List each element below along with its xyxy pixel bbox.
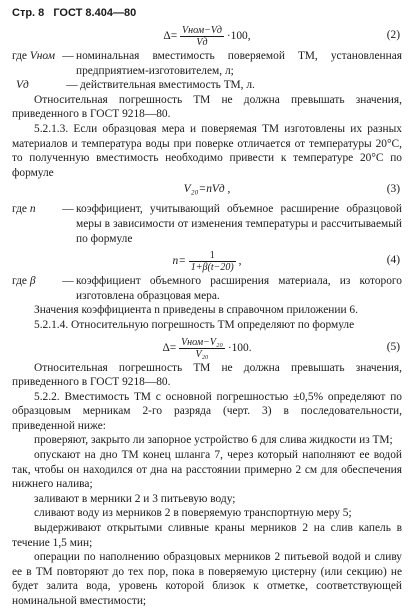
where-word: где: [12, 50, 27, 62]
formula-5-denominator: V₂₀: [195, 348, 209, 360]
procedure-step: операции по наполнению образцовых мерников 2 питьевой водой и сливу ее в ТМ повторяют до тех пор, пока в поверяемую цистерну (или секцию) не будет залита вода, уровень которой близок к отметке, соответствующей номинальной вместимости;: [12, 551, 402, 607]
definition-beta-text: коэффициент объемного расширения материала, из которого изготовлена образцовая мера.: [76, 275, 402, 302]
formula-4-numerator: 1: [189, 250, 236, 262]
page-header: [12, 6, 402, 21]
procedure-step: заливают в мерники 2 и 3 питьевую воду;: [34, 492, 236, 505]
formula-4-rhs: ,: [238, 255, 242, 268]
where-word: где: [12, 275, 27, 288]
formula-2-numerator: Vном−Vд: [182, 25, 222, 36]
formula-3-number: (3): [386, 183, 400, 196]
formula-2-number: (2): [386, 29, 400, 41]
procedure-step: опускают на дно ТМ конец шланга 7, через который наполняют ее водой так, чтобы он находился от дна на расстоянии примерно 2 см для обеспечения нижнего налива;: [12, 449, 402, 491]
formula-4-denominator: 1+β(t−20): [190, 262, 234, 274]
definition-n-text: коэффициент, учитывающий объемное расширение образцовой меры в зависимости от изменения температуры и рассчитываемый по формуле: [76, 203, 402, 245]
where-word: где: [12, 203, 27, 216]
paragraph-5-2-2: 5.2.2. Вместимость ТМ с основной погрешностью ±0,5% определяют по образцовым мерникам 2-го разряда (черт. 3) в последовательности, приведенной ниже:: [12, 390, 402, 432]
paragraph-5-2-1-3: 5.2.1.3. Если образцовая мера и поверяемая ТМ изготовлены их разных материалов и температура воды при поверке отличается от температуры 20°С, то полученную вместимость необходимо привести к температуре 20°С по формуле: [12, 122, 402, 179]
definition-n: где n — коэффициент, учитывающий объемное расширение образцовой меры в зависимости от изменения температуры и рассчитываемый по формуле: [12, 203, 402, 245]
definition-v-d: Vд — действительная вместимость ТМ, л.: [12, 78, 402, 93]
definition-v-nom-text: номинальная вместимость поверяемой ТМ, установленная предприятием-изготовителем, л;: [76, 50, 402, 77]
formula-2-denominator: Vд: [196, 37, 208, 48]
symbol-v-nom: Vном: [29, 50, 55, 62]
procedure-step: выдерживают открытыми сливные краны мерников 2 на слив капель в течение 1,5 мин;: [12, 522, 402, 549]
formula-5-fraction: [179, 337, 225, 360]
procedure-step: проверяют, закрыто ли запорное устройство 6 для слива жидкости из ТМ;: [34, 434, 393, 447]
formula-2: [12, 21, 402, 49]
formula-2-fraction: [180, 25, 224, 48]
page-number: Стр. 8: [12, 7, 45, 19]
symbol-beta: β: [29, 275, 36, 288]
procedure-steps: [12, 433, 402, 608]
standard-number: ГОСТ 8.404—80: [53, 7, 137, 19]
definition-v-d-text: действительная вместимость ТМ, л.: [80, 79, 255, 92]
procedure-step: сливают воду из мерников 2 в поверяемую транспортную меру 5;: [34, 507, 352, 520]
formula-4: [12, 246, 402, 274]
paragraph-5-2-1-4: 5.2.1.4. Относительную погрешность ТМ определяют по формуле: [34, 318, 355, 331]
formula-2-rhs: ·100,: [226, 30, 251, 43]
formula-3-expression: V₂₀=nVд ,: [183, 183, 231, 196]
formula-4-fraction: [189, 250, 236, 273]
formula-5-rhs: ·100.: [227, 341, 252, 354]
symbol-v-d: Vд: [16, 79, 29, 92]
paragraph-error-limit-2: Относительная погрешность ТМ не должна превышать значения, приведенного в ГОСТ 9218—80.: [12, 361, 402, 389]
formula-4-number: (4): [386, 254, 400, 267]
paragraph-error-limit-1: Относительная погрешность ТМ не должна превышать значения, приведенного в ГОСТ 9218—80.: [12, 93, 402, 121]
formula-3: [12, 180, 402, 202]
formula-5: [12, 333, 402, 361]
formula-5-number: (5): [386, 340, 400, 353]
formula-4-lhs: n=: [172, 255, 186, 268]
formula-2-lhs: Δ=: [163, 30, 178, 43]
definition-beta: где β — коэффициент объемного расширения материала, из которого изготовлена образцовая мера.: [12, 275, 402, 302]
definition-v-nom: где Vном — номинальная вместимость поверяемой ТМ, установленная предприятием-изготовителем, л;: [12, 50, 402, 77]
paragraph-coefficient-n: Значения коэффициента n приведены в справочном приложении 6.: [34, 304, 358, 317]
symbol-n: n: [29, 203, 36, 216]
formula-5-lhs: Δ=: [162, 341, 177, 354]
formula-5-numerator: Vном−V₂₀: [181, 336, 223, 348]
